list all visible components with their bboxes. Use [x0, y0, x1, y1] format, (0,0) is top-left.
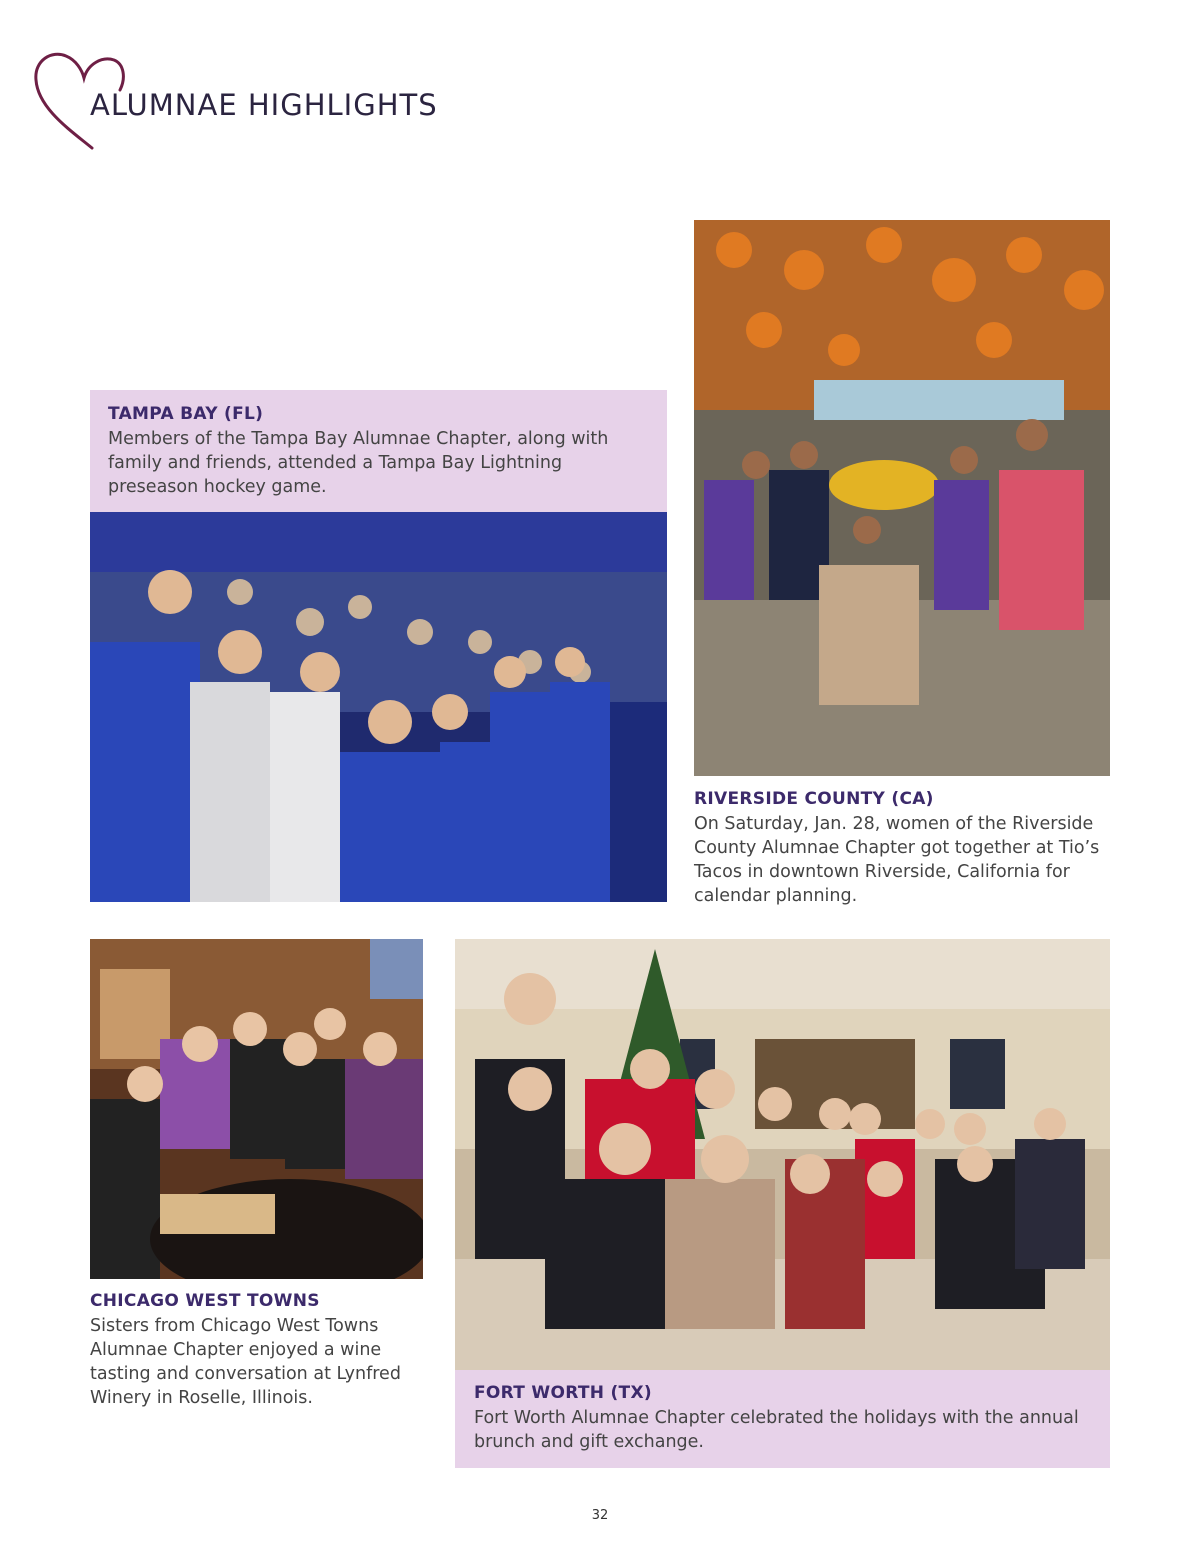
page-title: ALUMNAE HIGHLIGHTS [90, 88, 438, 122]
chicago-text: Sisters from Chicago West Towns Alumnae Chapter enjoyed a wine tasting and conversation at Lynfred Winery in Roselle, Illinois. [90, 1316, 401, 1408]
tampa-photo [90, 512, 667, 902]
fortworth-photo [455, 939, 1110, 1370]
tampa-text: Members of the Tampa Bay Alumnae Chapter, along with family and friends, attended a Tampa Bay Lightning preseason hockey game. [108, 429, 609, 497]
chicago-title: CHICAGO WEST TOWNS [90, 1291, 320, 1311]
riverside-text: On Saturday, Jan. 28, women of the Riverside County Alumnae Chapter got together at Tio’s Tacos in downtown Riverside, California for calendar planning. [694, 814, 1100, 906]
riverside-photo [694, 220, 1110, 776]
fortworth-text: Fort Worth Alumnae Chapter celebrated the holidays with the annual brunch and gift exchange. [474, 1408, 1079, 1452]
riverside-caption [694, 789, 1110, 919]
riverside-title: RIVERSIDE COUNTY (CA) [694, 789, 934, 809]
chicago-caption [90, 1291, 423, 1421]
page-header [30, 48, 450, 158]
page-number: 32 [591, 1508, 609, 1523]
tampa-title: TAMPA BAY (FL) [108, 404, 264, 424]
fortworth-title: FORT WORTH (TX) [474, 1383, 652, 1403]
fortworth-caption [455, 1370, 1110, 1468]
tampa-caption [90, 390, 667, 512]
chicago-photo [90, 939, 423, 1279]
